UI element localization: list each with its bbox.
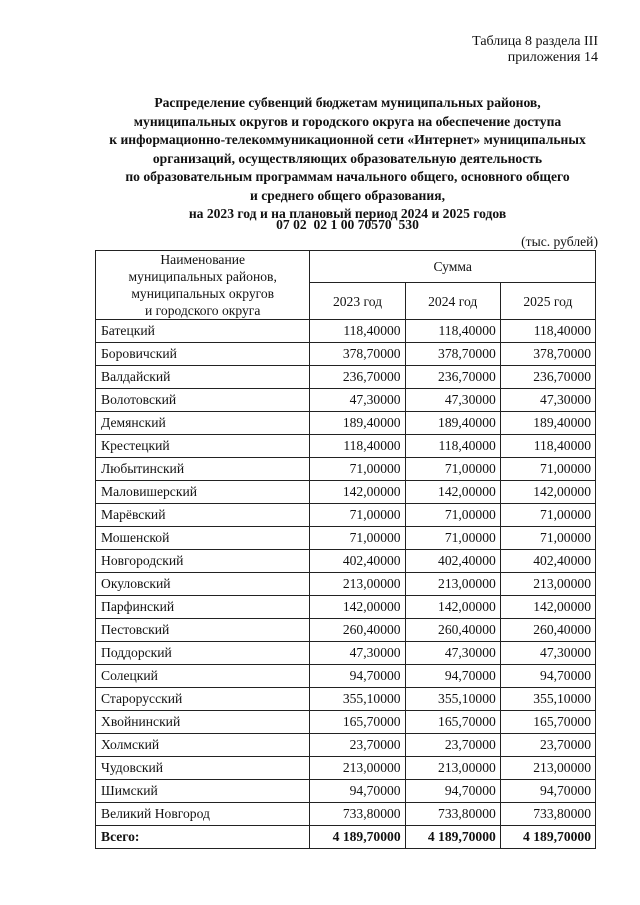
amount-cell: 402,40000 <box>405 550 500 573</box>
total-row <box>96 826 596 849</box>
amount-cell: 402,40000 <box>500 550 595 573</box>
district-name-cell: Батецкий <box>96 320 310 343</box>
amount-cell: 213,00000 <box>405 757 500 780</box>
district-name-cell: Старорусский <box>96 688 310 711</box>
amount-cell: 47,30000 <box>500 642 595 665</box>
amount-cell: 23,70000 <box>310 734 405 757</box>
amount-cell: 23,70000 <box>405 734 500 757</box>
units-label: (тыс. рублей) <box>521 234 598 249</box>
amount-cell: 165,70000 <box>310 711 405 734</box>
amount-cell: 118,40000 <box>405 320 500 343</box>
header-name-line: муниципальных районов, <box>128 269 277 284</box>
header-name-line: Наименование <box>160 252 246 267</box>
amount-cell: 402,40000 <box>310 550 405 573</box>
table-row <box>96 803 596 826</box>
table-row <box>96 458 596 481</box>
district-name-cell: Пестовский <box>96 619 310 642</box>
amount-cell: 71,00000 <box>310 527 405 550</box>
table-row <box>96 389 596 412</box>
header-year-2023: 2023 год <box>310 283 405 320</box>
district-name-cell: Новгородский <box>96 550 310 573</box>
amount-cell: 733,80000 <box>500 803 595 826</box>
amount-cell: 378,70000 <box>500 343 595 366</box>
table-row <box>96 711 596 734</box>
district-name-cell: Марёвский <box>96 504 310 527</box>
district-name-cell: Холмский <box>96 734 310 757</box>
table-row <box>96 642 596 665</box>
amount-cell: 236,70000 <box>310 366 405 389</box>
amount-cell: 189,40000 <box>500 412 595 435</box>
amount-cell: 260,40000 <box>405 619 500 642</box>
table-row <box>96 343 596 366</box>
total-amount-cell: 4 189,70000 <box>500 826 595 849</box>
title-line: по образовательным программам начального общего, основного общего <box>125 169 570 184</box>
header-name-cell <box>96 251 310 320</box>
amount-cell: 71,00000 <box>405 458 500 481</box>
amount-cell: 213,00000 <box>310 573 405 596</box>
amount-cell: 71,00000 <box>500 458 595 481</box>
amount-cell: 142,00000 <box>500 596 595 619</box>
district-name-cell: Поддорский <box>96 642 310 665</box>
table-reference <box>472 34 598 66</box>
table-row <box>96 366 596 389</box>
table-row <box>96 619 596 642</box>
distribution-table <box>95 250 596 849</box>
budget-code: 07 02 02 1 00 70570 530 <box>276 217 419 232</box>
amount-cell: 378,70000 <box>405 343 500 366</box>
amount-cell: 213,00000 <box>500 573 595 596</box>
table-row <box>96 527 596 550</box>
amount-cell: 94,70000 <box>500 665 595 688</box>
title-line: и среднего общего образования, <box>250 187 445 203</box>
district-name-cell: Мошенской <box>96 527 310 550</box>
amount-cell: 47,30000 <box>310 389 405 412</box>
district-name-cell: Чудовский <box>96 757 310 780</box>
amount-cell: 47,30000 <box>405 389 500 412</box>
amount-cell: 236,70000 <box>500 366 595 389</box>
amount-cell: 94,70000 <box>405 665 500 688</box>
table-row <box>96 481 596 504</box>
amount-cell: 71,00000 <box>405 504 500 527</box>
table-row <box>96 596 596 619</box>
header-name-line: муниципальных округов <box>131 286 275 301</box>
amount-cell: 47,30000 <box>405 642 500 665</box>
title-line: на 2023 год и на плановый период 2024 и 2025 годов <box>188 206 507 221</box>
amount-cell: 94,70000 <box>500 780 595 803</box>
amount-cell: 355,10000 <box>310 688 405 711</box>
amount-cell: 118,40000 <box>405 435 500 458</box>
amount-cell: 733,80000 <box>310 803 405 826</box>
title-line: муниципальных округов и городского округа на обеспечение доступа <box>133 113 562 129</box>
amount-cell: 213,00000 <box>310 757 405 780</box>
total-amount-cell: 4 189,70000 <box>310 826 405 849</box>
table-row <box>96 757 596 780</box>
amount-cell: 142,00000 <box>500 481 595 504</box>
amount-cell: 71,00000 <box>310 458 405 481</box>
district-name-cell: Маловишерский <box>96 481 310 504</box>
amount-cell: 165,70000 <box>405 711 500 734</box>
amount-cell: 94,70000 <box>310 665 405 688</box>
amount-cell: 23,70000 <box>500 734 595 757</box>
amount-cell: 142,00000 <box>405 596 500 619</box>
amount-cell: 189,40000 <box>310 412 405 435</box>
district-name-cell: Шимский <box>96 780 310 803</box>
amount-cell: 94,70000 <box>405 780 500 803</box>
amount-cell: 118,40000 <box>310 320 405 343</box>
district-name-cell: Волотовский <box>96 389 310 412</box>
amount-cell: 94,70000 <box>310 780 405 803</box>
table-row <box>96 412 596 435</box>
header-year-2024: 2024 год <box>405 283 500 320</box>
table-row <box>96 550 596 573</box>
table-reference-line-1: Таблица 8 раздела III <box>472 34 598 49</box>
amount-cell: 118,40000 <box>310 435 405 458</box>
title-line: Распределение субвенций бюджетам муниципальных районов, <box>154 95 541 110</box>
table-row <box>96 573 596 596</box>
amount-cell: 355,10000 <box>500 688 595 711</box>
table-row <box>96 734 596 757</box>
amount-cell: 378,70000 <box>310 343 405 366</box>
district-name-cell: Валдайский <box>96 366 310 389</box>
title-line: к информационно-телекоммуникационной сети «Интернет» муниципальных <box>109 132 586 147</box>
table-row <box>96 665 596 688</box>
amount-cell: 47,30000 <box>500 389 595 412</box>
amount-cell: 118,40000 <box>500 320 595 343</box>
header-year-2025: 2025 год <box>500 283 595 320</box>
district-name-cell: Демянский <box>96 412 310 435</box>
district-name-cell: Боровичский <box>96 343 310 366</box>
amount-cell: 165,70000 <box>500 711 595 734</box>
table-row <box>96 780 596 803</box>
district-name-cell: Окуловский <box>96 573 310 596</box>
district-name-cell: Любытинский <box>96 458 310 481</box>
amount-cell: 142,00000 <box>310 596 405 619</box>
table-row <box>96 688 596 711</box>
amount-cell: 118,40000 <box>500 435 595 458</box>
amount-cell: 236,70000 <box>405 366 500 389</box>
header-sum-cell: Сумма <box>310 251 596 283</box>
table-body <box>96 320 596 849</box>
amount-cell: 213,00000 <box>500 757 595 780</box>
district-name-cell: Хвойнинский <box>96 711 310 734</box>
document-title <box>60 94 635 224</box>
amount-cell: 142,00000 <box>405 481 500 504</box>
amount-cell: 47,30000 <box>310 642 405 665</box>
district-name-cell: Великий Новгород <box>96 803 310 826</box>
amount-cell: 71,00000 <box>500 527 595 550</box>
amount-cell: 142,00000 <box>310 481 405 504</box>
district-name-cell: Крестецкий <box>96 435 310 458</box>
amount-cell: 213,00000 <box>405 573 500 596</box>
title-line: организаций, осуществляющих образовательную деятельность <box>152 150 543 166</box>
amount-cell: 260,40000 <box>310 619 405 642</box>
amount-cell: 189,40000 <box>405 412 500 435</box>
district-name-cell: Парфинский <box>96 596 310 619</box>
district-name-cell: Солецкий <box>96 665 310 688</box>
table-row <box>96 320 596 343</box>
amount-cell: 71,00000 <box>405 527 500 550</box>
amount-cell: 260,40000 <box>500 619 595 642</box>
table-reference-line-2: приложения 14 <box>507 50 598 65</box>
table-row <box>96 504 596 527</box>
total-amount-cell: 4 189,70000 <box>405 826 500 849</box>
total-label-cell: Всего: <box>96 826 310 849</box>
amount-cell: 733,80000 <box>405 803 500 826</box>
header-name-line: и городского округа <box>144 303 261 318</box>
amount-cell: 355,10000 <box>405 688 500 711</box>
table-row <box>96 435 596 458</box>
amount-cell: 71,00000 <box>310 504 405 527</box>
amount-cell: 71,00000 <box>500 504 595 527</box>
